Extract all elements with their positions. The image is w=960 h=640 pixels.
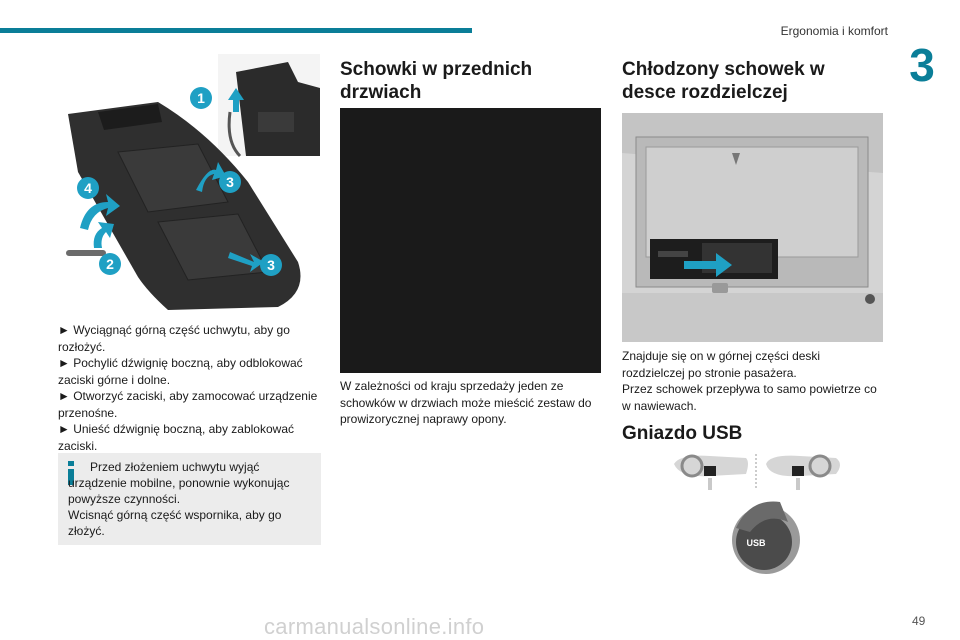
badge-3b-label: 3 (267, 257, 275, 273)
arrow-2 (94, 222, 114, 248)
phone-holder-figure (58, 52, 322, 310)
door-storage-text: W zależności od kraju sprzedaży jeden ze schowków w drzwiach może mieścić zestaw do prowizorycznej naprawy opony. (340, 379, 592, 426)
badge-3a-label: 3 (226, 174, 234, 190)
usb-label: USB (746, 538, 766, 548)
door-storage-image (340, 108, 601, 373)
badge-2-label: 2 (106, 256, 114, 272)
cooled-box-text-1: Znajduje się on w górnej części deski rozdzielczej po stronie pasażera. (622, 349, 821, 380)
usb-heading: Gniazdo USB (622, 423, 743, 444)
info-line-2: Wcisnąć górną część wspornika, aby go złożyć. (68, 508, 282, 538)
info-line-1: Przed złożeniem uchwytu wyjąć urządzenie mobilne, ponownie wykonując powyższe czynności. (68, 460, 290, 506)
badge-4-label: 4 (84, 180, 92, 196)
step-1: ► Wyciągnąć górną część uchwytu, aby go rozłożyć. (58, 323, 290, 354)
info-box (58, 453, 321, 545)
step-2: ► Pochylić dźwignię boczną, aby odblokować zaciski górne i dolne. (58, 356, 303, 387)
cooled-glovebox-figure (622, 113, 883, 342)
cooled-box-text-2: Przez schowek przepływa to samo powietrze co w nawiewach. (622, 382, 877, 413)
side-lever (66, 250, 106, 256)
cooled-box-heading: Chłodzony schowek w desce rozdzielczej (622, 59, 825, 103)
chapter-number: 3 (909, 39, 935, 91)
header-accent-bar (0, 28, 472, 33)
door-storage-heading: Schowki w przednich drzwiach (340, 59, 533, 103)
step-4: ► Unieść dźwignię boczną, aby zablokować zaciski. (58, 422, 294, 453)
cooled-box-text (622, 348, 884, 414)
footer-watermark: carmanualsonline.info (264, 614, 485, 639)
step-3: ► Otworzyć zaciski, aby zamocować urządzenie przenośne. (58, 389, 318, 420)
section-title: Ergonomia i komfort (780, 24, 888, 38)
usb-figure (670, 450, 846, 580)
steps-list (58, 322, 320, 454)
page-number: 49 (912, 614, 926, 628)
badge-1-label: 1 (197, 90, 205, 106)
